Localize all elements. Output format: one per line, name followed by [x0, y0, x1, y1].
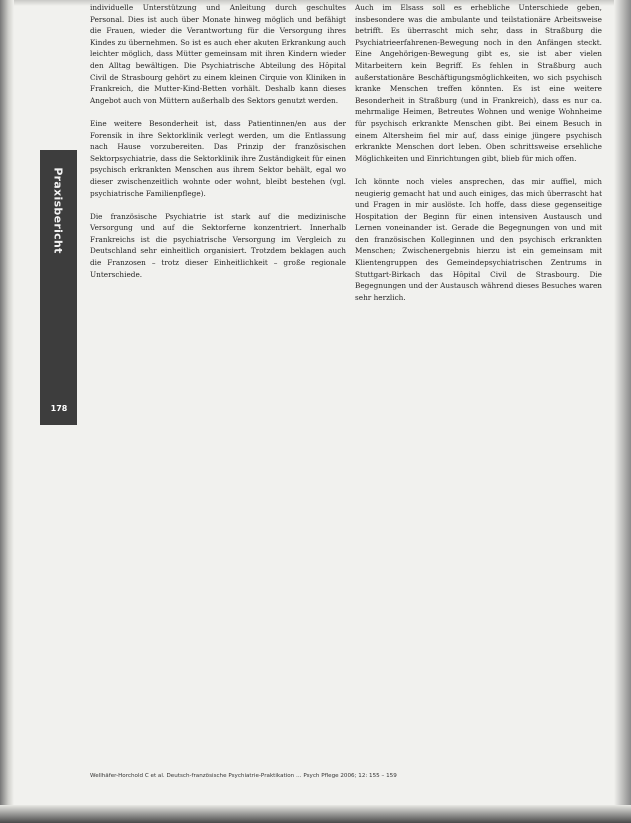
page-number: 178 [50, 404, 68, 413]
body-paragraph: Auch im Elsass soll es erhebliche Unterschiede geben, insbesondere was die ambulante und teilstationäre Arbeitsweise betrifft. Es überrascht mich sehr, dass in Straßburg die Psychiatrieerfahrenen-Bewegung noch in den Anfängen steckt. Eine Angehörigen-Bewegung gibt es, sie ist aber vielen Mitarbeitern kein Begriff. Es fehlen in Straßburg auch außerstationäre Beschäftigungsmöglichkeiten, wo sich psychisch kranke Menschen treffen könnten. Es ist eine weitere Besonderheit in Straßburg (und in Frankreich), dass es nur ca. mehrmalige Heimen, Betreutes Wohnen und wenige Wohnheime für psychisch erkrankte Menschen gibt. Bei einem Besuch in einem Altersheim fiel mir auf, dass einige jüngere psychisch erkrankte Menschen dort leben. Oben schrittsweise ersehliche Möglichkeiten und Einrichtungen gibt, blieb für mich offen. [355, 3, 602, 163]
body-paragraph: Die französische Psychiatrie ist stark auf die medizinische Versorgung und auf die Sektorferne konzentriert. Innerhalb Frankreichs ist die psychiatrische Versorgung im Vergleich zu Deutschland sehr einheitlich organisiert. Trotzdem beklagen auch die Franzosen – trotz dieser Einheitlichkeit – große regionale Unterschiede. [90, 211, 346, 279]
right-column [355, 2, 602, 315]
section-label: Praxisbericht [52, 166, 65, 254]
body-paragraph: individuelle Unterstützung und Anleitung durch geschultes Personal. Dies ist auch über Monate hinweg möglich und befähigt die Frauen, wieder die Verantwortung für die Versorgung ihres Kindes zu übernehmen. So ist es auch eher akuten Erkrankung auch leichter möglich, dass Mütter gemeinsam mit ihren Kindern wieder den Alltag bewältigen. Die Psychiatrische Abteilung des Hôpital Civil de Strasbourg gehört zu einem kleinen Cirquie von Kliniken in Frankreich, die Mutter-Kind-Betten vorhält. Deshalb kann dieses Angebot auch von Müttern außerhalb des Sektors genutzt werden. [90, 3, 346, 105]
left-column [90, 2, 346, 292]
page-right-edge [614, 0, 631, 823]
body-paragraph: Eine weitere Besonderheit ist, dass Patientinnen/en aus der Forensik in ihre Sektorklinik verlegt werden, um die Entlassung nach Hause vorzubereiten. Das Prinzip der französischen Sektorpsychiatrie, dass die Sektorklinik ihre Zuständigkeit für einen psychisch erkrankten Menschen aus ihrem Sektor behält, egal wo dieser zwischenzeitlich wohnte oder wohnt, bleibt bestehen (vgl. psychiatrische Familienpflege). [90, 118, 346, 198]
body-paragraph: Ich könnte noch vieles ansprechen, das mir auffiel, mich neugierig gemacht hat und auch einiges, das mich überrascht hat und Fragen in mir auslöste. Ich hoffe, dass diese gegenseitige Hospitation der Beginn für einen intensiven Austausch und Lernen voneinander ist. Gerade die Begegnungen von und mit den französischen Kolleginnen und den psychisch erkrankten Menschen; Zwischenergebnis hierzu ist ein gemeinsam mit Klientengruppen des Gemeindepsychiatrischen Zentrums in Stuttgart-Birkach das Hôpital Civil de Strasbourg. Die Begegnungen und der Austausch während dieses Besuches waren sehr herzlich. [355, 176, 602, 302]
section-tab [40, 150, 77, 270]
page-bottom-edge [0, 805, 631, 823]
footer-citation: Wellhäfer-Horchold C et al. Deutsch-französische Psychiatrie-Praktikation … Psych Pflege 2006; 12: 155 – 159 [90, 773, 397, 779]
binding-shadow [0, 0, 14, 823]
